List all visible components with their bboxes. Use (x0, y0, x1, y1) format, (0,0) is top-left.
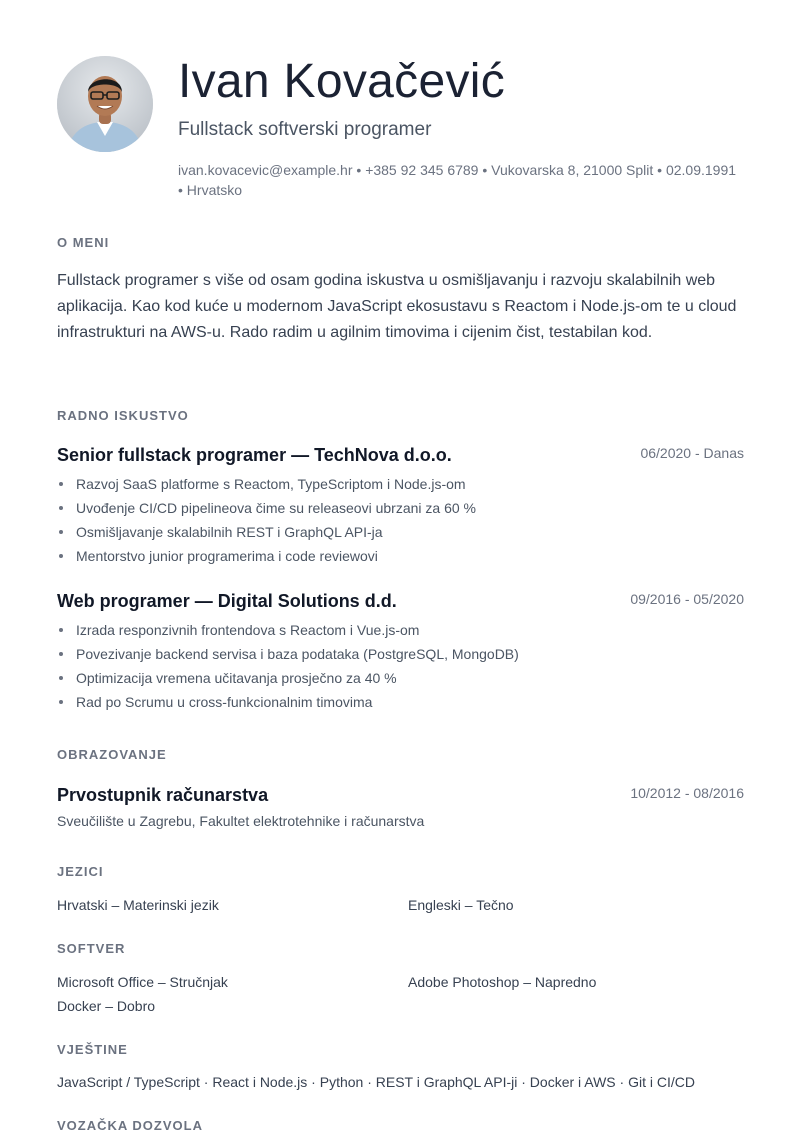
section-title-software: SOFTVER (57, 941, 126, 956)
skills-list: JavaScript / TypeScript · React i Node.js · Python · REST i GraphQL API-ji · Docker i AWS · Git i CI/CD (57, 1074, 695, 1090)
bullet-item: Osmišljavanje skalabilnih REST i GraphQL API-ja (57, 520, 744, 544)
job-bullets (57, 618, 744, 714)
job-entry (57, 590, 744, 714)
job-entry (57, 444, 744, 568)
job-title: Senior fullstack programer — TechNova d.o.o. (57, 445, 452, 465)
job-role: Fullstack softverski programer (178, 119, 432, 140)
bullet-item: Povezivanje backend servisa i baza podataka (PostgreSQL, MongoDB) (57, 642, 744, 666)
software-item: Microsoft Office – Stručnjak (57, 974, 228, 990)
section-title-about: O MENI (57, 235, 110, 250)
bullet-item: Rad po Scrumu u cross-funkcionalnim timovima (57, 690, 744, 714)
bullet-item: Razvoj SaaS platforme s Reactom, TypeScriptom i Node.js-om (57, 472, 744, 496)
section-title-experience: RADNO ISKUSTVO (57, 408, 189, 423)
bullet-item: Uvođenje CI/CD pipelineova čime su releaseovi ubrzani za 60 % (57, 496, 744, 520)
section-title-education: OBRAZOVANJE (57, 747, 167, 762)
job-date: 09/2016 - 05/2020 (630, 591, 744, 607)
job-title: Web programer — Digital Solutions d.d. (57, 591, 397, 611)
about-text: Fullstack programer s više od osam godina iskustva u osmišljavanju i razvoju skalabilnih web aplikacija. Kao kod kuće u modernom JavaScript ekosustavu s Reactom i Node.js-om te u cloud infrastrukturi na AWS-u. Rado radim u agilnim timovima i cijenim čist, testabilan kod. (57, 272, 737, 341)
section-title-license: VOZAČKA DOZVOLA (57, 1118, 203, 1133)
degree-title: Prvostupnik računarstva (57, 785, 269, 805)
job-bullets (57, 472, 744, 568)
person-portrait-icon (57, 56, 153, 152)
education-entry (57, 784, 744, 830)
profile-photo (57, 56, 153, 152)
bullet-item: Optimizacija vremena učitavanja prosječno za 40 % (57, 666, 744, 690)
software-item: Adobe Photoshop – Napredno (408, 974, 597, 990)
language-item: Engleski – Tečno (408, 897, 514, 913)
language-item: Hrvatski – Materinski jezik (57, 897, 219, 913)
software-item: Docker – Dobro (57, 998, 156, 1014)
section-title-languages: JEZICI (57, 864, 104, 879)
bullet-item: Mentorstvo junior programerima i code reviewovi (57, 544, 744, 568)
contact-info: ivan.kovacevic@example.hr • +385 92 345 6789 • Vukovarska 8, 21000 Split • 02.09.1991 • Hrvatsko (178, 162, 737, 198)
education-date: 10/2012 - 08/2016 (630, 785, 744, 801)
institution-name: Sveučilište u Zagrebu, Fakultet elektrotehnike i računarstva (57, 813, 425, 829)
section-title-skills: VJEŠTINE (57, 1042, 128, 1057)
job-date: 06/2020 - Danas (640, 445, 744, 461)
person-name: Ivan Kovačević (178, 55, 506, 108)
bullet-item: Izrada responzivnih frontendova s Reactom i Vue.js-om (57, 618, 744, 642)
